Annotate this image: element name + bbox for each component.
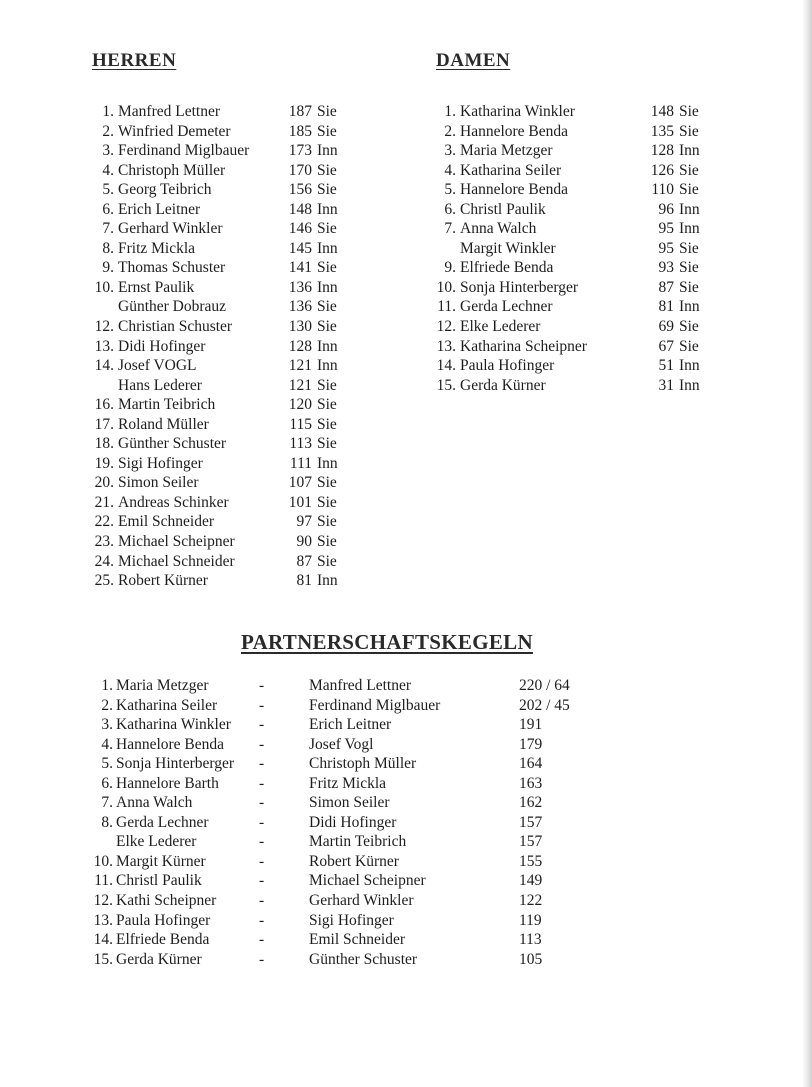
pair-separator: - [259,892,265,910]
club-code: Sie [317,435,337,453]
rank-number: 7. [102,220,114,238]
ranking-row [88,278,347,298]
rank-number: 14. [94,357,114,375]
partner-lady-name: Gerda Lechner [116,813,209,831]
rank-number: 4. [101,735,113,753]
rank-number: 5. [101,755,113,773]
club-code: Sie [317,220,337,238]
partner-row [88,813,599,833]
pair-points: 113 [519,931,542,949]
rank-number: 7. [101,794,113,812]
partner-man-name: Josef Vogl [309,735,374,753]
ranking-row [434,180,709,200]
club-code: Sie [317,533,337,551]
player-name: Hannelore Benda [460,181,569,199]
partner-row [88,676,599,696]
player-name: Gerda Kürner [460,376,546,394]
rank-number: 5. [444,181,456,199]
partner-lady-name: Gerda Kürner [116,950,202,968]
club-code: Inn [317,239,338,257]
ranking-row [434,376,709,396]
ranking-row [88,571,347,591]
player-name: Paula Hofinger [460,357,555,375]
partner-man-name: Ferdinand Miglbauer [309,696,441,714]
partner-heading: PARTNERSCHAFTSKEGELN [241,630,533,654]
player-score: 145 [288,239,312,257]
partner-lady-name: Elke Lederer [116,833,197,851]
player-name: Sigi Hofinger [118,454,203,472]
ranking-row [88,161,347,181]
pair-separator: - [259,696,265,714]
ranking-row [88,552,347,572]
ranking-row [88,297,347,317]
player-name: Andreas Schinker [118,493,229,511]
player-name: Ernst Paulik [118,278,195,296]
partner-row [88,930,599,950]
partner-lady-name: Margit Kürner [116,852,206,870]
club-code: Sie [679,103,699,120]
ranking-row [88,239,347,259]
rank-number: 1. [444,103,456,120]
rank-number: 21. [94,493,114,511]
ranking-row [434,122,709,142]
club-code: Sie [317,181,337,199]
player-name: Thomas Schuster [118,259,226,277]
partner-lady-name: Anna Walch [116,794,193,812]
pair-separator: - [259,716,265,734]
partner-man-name: Sigi Hofinger [309,911,394,929]
club-code: Sie [679,122,699,140]
player-name: Hannelore Benda [460,122,569,140]
pair-points: 105 [519,950,543,968]
ranking-row [434,337,709,357]
rank-number: 3. [444,142,456,160]
ranking-row [88,337,347,357]
player-name: Elfriede Benda [460,259,554,277]
rank-number: 13. [93,911,113,929]
club-code: Inn [317,278,338,296]
partner-lady-name: Elfriede Benda [116,931,210,949]
ranking-row [434,317,709,337]
player-name: Winfried Demeter [118,122,231,140]
player-name: Gerhard Winkler [118,220,223,238]
damen-heading: DAMEN [436,50,511,71]
partner-man-name: Martin Teibrich [309,833,407,851]
club-code: Inn [317,357,338,375]
rank-number: 13. [94,337,114,355]
partner-man-name: Günther Schuster [309,950,418,968]
pair-separator: - [259,755,265,773]
club-code: Sie [317,552,337,570]
player-score: 148 [650,103,674,120]
partner-man-name: Emil Schneider [309,931,405,949]
player-name: Günther Dobrauz [118,298,227,316]
partner-lady-name: Kathi Scheipner [116,892,217,910]
ranking-row [88,356,347,376]
rank-number: 8. [102,239,114,257]
player-name: Margit Winkler [460,239,556,257]
player-score: 101 [288,493,312,511]
rank-number: 6. [102,200,114,218]
player-score: 67 [658,337,674,355]
partner-lady-name: Sonja Hinterberger [116,755,235,773]
rank-number: 15. [436,376,456,394]
partner-row [88,950,599,970]
rank-number: 7. [444,220,456,238]
ranking-row [88,454,347,474]
rank-number: 12. [94,318,114,336]
partner-row [88,793,599,813]
player-name: Manfred Lettner [118,103,220,120]
pair-points: 220 / 64 [519,677,570,694]
ranking-row [88,102,347,122]
ranking-row [88,180,347,200]
partner-row [88,871,599,891]
rank-number: 15. [93,950,113,968]
player-score: 141 [288,259,312,277]
pair-points: 157 [519,833,543,851]
ranking-row [434,200,709,220]
pair-points: 164 [519,755,543,773]
pair-points: 119 [519,911,542,929]
ranking-row [88,415,347,435]
damen-ranking-list [434,102,709,395]
partner-lady-name: Katharina Seiler [116,696,218,714]
player-score: 90 [296,533,312,551]
rank-number: 16. [94,396,114,414]
pair-separator: - [259,931,265,949]
player-name: Christoph Müller [118,161,226,179]
herren-heading: HERREN [92,50,177,71]
rank-number: 14. [436,357,456,375]
player-name: Simon Seiler [118,474,199,492]
club-code: Sie [317,513,337,531]
player-score: 69 [658,318,674,336]
club-code: Sie [317,298,337,316]
ranking-row [88,122,347,142]
player-score: 111 [289,454,312,472]
player-name: Didi Hofinger [118,337,206,355]
rank-number: 19. [94,454,114,472]
player-name: Josef VOGL [118,357,197,375]
player-score: 136 [288,298,312,316]
player-name: Roland Müller [118,415,209,433]
club-code: Sie [679,337,699,355]
player-name: Katharina Seiler [460,161,562,179]
rank-number: 9. [102,259,114,277]
rank-number: 2. [444,122,456,140]
rank-number [88,832,116,852]
pair-points: 122 [519,892,543,910]
pair-points: 155 [519,852,543,870]
pair-points: 162 [519,794,543,812]
rank-number: 8. [101,813,113,831]
rank-number: 3. [101,716,113,734]
player-name: Anna Walch [460,220,537,238]
pair-separator: - [259,774,265,792]
ranking-row [88,434,347,454]
partner-lady-name: Hannelore Benda [116,735,225,753]
ranking-row [88,258,347,278]
club-code: Inn [317,454,338,472]
rank-number: 5. [102,181,114,199]
club-code: Sie [679,259,699,277]
ranking-row [434,356,709,376]
rank-number: 2. [101,696,113,714]
club-code: Sie [317,415,337,433]
pair-points: 163 [519,774,543,792]
ranking-row [434,239,709,259]
pair-separator: - [259,911,265,929]
club-code: Sie [679,181,699,199]
player-name: Gerda Lechner [460,298,553,316]
player-score: 173 [288,142,312,160]
rank-number [434,239,460,259]
ranking-row [88,219,347,239]
player-score: 95 [658,220,674,238]
partner-row [88,774,599,794]
pair-points: 202 / 45 [519,696,570,714]
rank-number [88,297,118,317]
player-score: 146 [288,220,312,238]
player-score: 87 [658,278,674,296]
club-code: Inn [317,337,338,355]
player-score: 51 [658,357,674,375]
club-code: Inn [679,376,700,394]
pair-points: 157 [519,813,543,831]
pair-separator: - [259,677,265,694]
player-score: 128 [650,142,674,160]
partner-row [88,735,599,755]
rank-number: 13. [436,337,456,355]
rank-number: 6. [444,200,456,218]
club-code: Inn [679,357,700,375]
club-code: Sie [317,103,337,120]
player-name: Christian Schuster [118,318,233,336]
ranking-row [88,532,347,552]
player-name: Ferdinand Miglbauer [118,142,250,160]
ranking-row [88,493,347,513]
partner-row [88,754,599,774]
player-score: 81 [296,572,312,590]
player-name: Michael Schneider [118,552,235,570]
player-score: 115 [289,415,312,433]
player-score: 87 [296,552,312,570]
player-score: 113 [289,435,312,453]
player-name: Katharina Scheipner [460,337,587,355]
player-score: 126 [650,161,674,179]
pair-separator: - [259,852,265,870]
player-score: 95 [658,239,674,257]
club-code: Sie [317,122,337,140]
player-score: 81 [658,298,674,316]
player-score: 135 [650,122,674,140]
player-name: Erich Leitner [118,200,201,218]
pair-separator: - [259,794,265,812]
ranking-row [434,258,709,278]
rank-number: 1. [102,103,114,120]
partner-row [88,696,599,716]
partner-row [88,891,599,911]
club-code: Inn [317,200,338,218]
rank-number: 12. [436,318,456,336]
rank-number: 25. [94,572,114,590]
rank-number: 10. [93,852,113,870]
ranking-row [88,200,347,220]
player-name: Katharina Winkler [460,103,575,120]
ranking-row [88,473,347,493]
rank-number: 3. [102,142,114,160]
partner-man-name: Christoph Müller [309,755,417,773]
ranking-row [88,512,347,532]
pair-separator: - [259,813,265,831]
player-name: Georg Teibrich [118,181,212,199]
partner-row [88,832,599,852]
player-score: 185 [288,122,312,140]
partner-lady-name: Paula Hofinger [116,911,211,929]
player-score: 170 [288,161,312,179]
scan-shadow-edge [802,0,812,1087]
rank-number: 12. [93,892,113,910]
player-name: Emil Schneider [118,513,214,531]
herren-ranking-list [88,102,347,591]
player-score: 130 [288,318,312,336]
partner-lady-name: Katharina Winkler [116,716,231,734]
player-name: Günther Schuster [118,435,227,453]
rank-number: 11. [94,872,113,890]
player-name: Martin Teibrich [118,396,216,414]
player-score: 97 [296,513,312,531]
club-code: Inn [679,142,700,160]
club-code: Sie [679,278,699,296]
player-score: 107 [288,474,312,492]
player-score: 187 [288,103,312,120]
ranking-row [434,161,709,181]
rank-number: 11. [437,298,456,316]
ranking-row [88,395,347,415]
partner-man-name: Erich Leitner [309,716,392,734]
pair-separator: - [259,833,265,851]
club-code: Sie [317,396,337,414]
player-score: 121 [288,357,312,375]
partner-lady-name: Hannelore Barth [116,774,219,792]
player-score: 93 [658,259,674,277]
rank-number: 4. [444,161,456,179]
rank-number: 22. [94,513,114,531]
player-score: 120 [288,396,312,414]
rank-number: 18. [94,435,114,453]
partner-man-name: Manfred Lettner [309,677,411,694]
partner-ranking-list [88,676,599,969]
player-score: 31 [658,376,674,394]
pair-points: 191 [519,716,543,734]
rank-number [88,376,118,396]
partner-row [88,715,599,735]
ranking-row [434,141,709,161]
partner-man-name: Simon Seiler [309,794,390,812]
ranking-row [88,317,347,337]
rank-number: 10. [436,278,456,296]
player-name: Christl Paulik [460,200,546,218]
partner-man-name: Gerhard Winkler [309,892,414,910]
club-code: Sie [317,259,337,277]
pair-separator: - [259,950,265,968]
player-name: Robert Kürner [118,572,208,590]
club-code: Inn [317,142,338,160]
partner-row [88,852,599,872]
pair-separator: - [259,872,265,890]
club-code: Sie [679,161,699,179]
rank-number: 2. [102,122,114,140]
ranking-row [88,376,347,396]
club-code: Inn [679,200,700,218]
player-name: Michael Scheipner [118,533,235,551]
player-name: Maria Metzger [460,142,553,160]
club-code: Sie [317,376,337,394]
partner-row [88,911,599,931]
partner-lady-name: Christl Paulik [116,872,202,890]
rank-number: 9. [444,259,456,277]
player-score: 121 [288,376,312,394]
partner-lady-name: Maria Metzger [116,677,209,694]
player-score: 96 [658,200,674,218]
ranking-row [434,219,709,239]
rank-number: 14. [93,931,113,949]
club-code: Sie [317,493,337,511]
pair-points: 179 [519,735,543,753]
ranking-row [434,102,709,122]
partner-man-name: Robert Kürner [309,852,399,870]
rank-number: 23. [94,533,114,551]
pair-separator: - [259,735,265,753]
rank-number: 6. [101,774,113,792]
rank-number: 24. [94,552,114,570]
rank-number: 1. [101,677,113,694]
club-code: Sie [679,318,699,336]
club-code: Inn [679,220,700,238]
club-code: Inn [317,572,338,590]
player-score: 128 [288,337,312,355]
pair-points: 149 [519,872,543,890]
player-name: Elke Lederer [460,318,541,336]
rank-number: 10. [94,278,114,296]
player-name: Hans Lederer [118,376,202,394]
ranking-row [88,141,347,161]
player-score: 136 [288,278,312,296]
partner-man-name: Fritz Mickla [309,774,387,792]
club-code: Sie [317,318,337,336]
player-score: 148 [288,200,312,218]
club-code: Sie [317,474,337,492]
rank-number: 17. [94,415,114,433]
club-code: Sie [679,239,699,257]
player-score: 156 [288,181,312,199]
player-name: Sonja Hinterberger [460,278,579,296]
partner-man-name: Didi Hofinger [309,813,397,831]
ranking-row [434,297,709,317]
ranking-row [434,278,709,298]
club-code: Inn [679,298,700,316]
club-code: Sie [317,161,337,179]
partner-man-name: Michael Scheipner [309,872,426,890]
rank-number: 4. [102,161,114,179]
rank-number: 20. [94,474,114,492]
player-score: 110 [651,181,674,199]
player-name: Fritz Mickla [118,239,196,257]
